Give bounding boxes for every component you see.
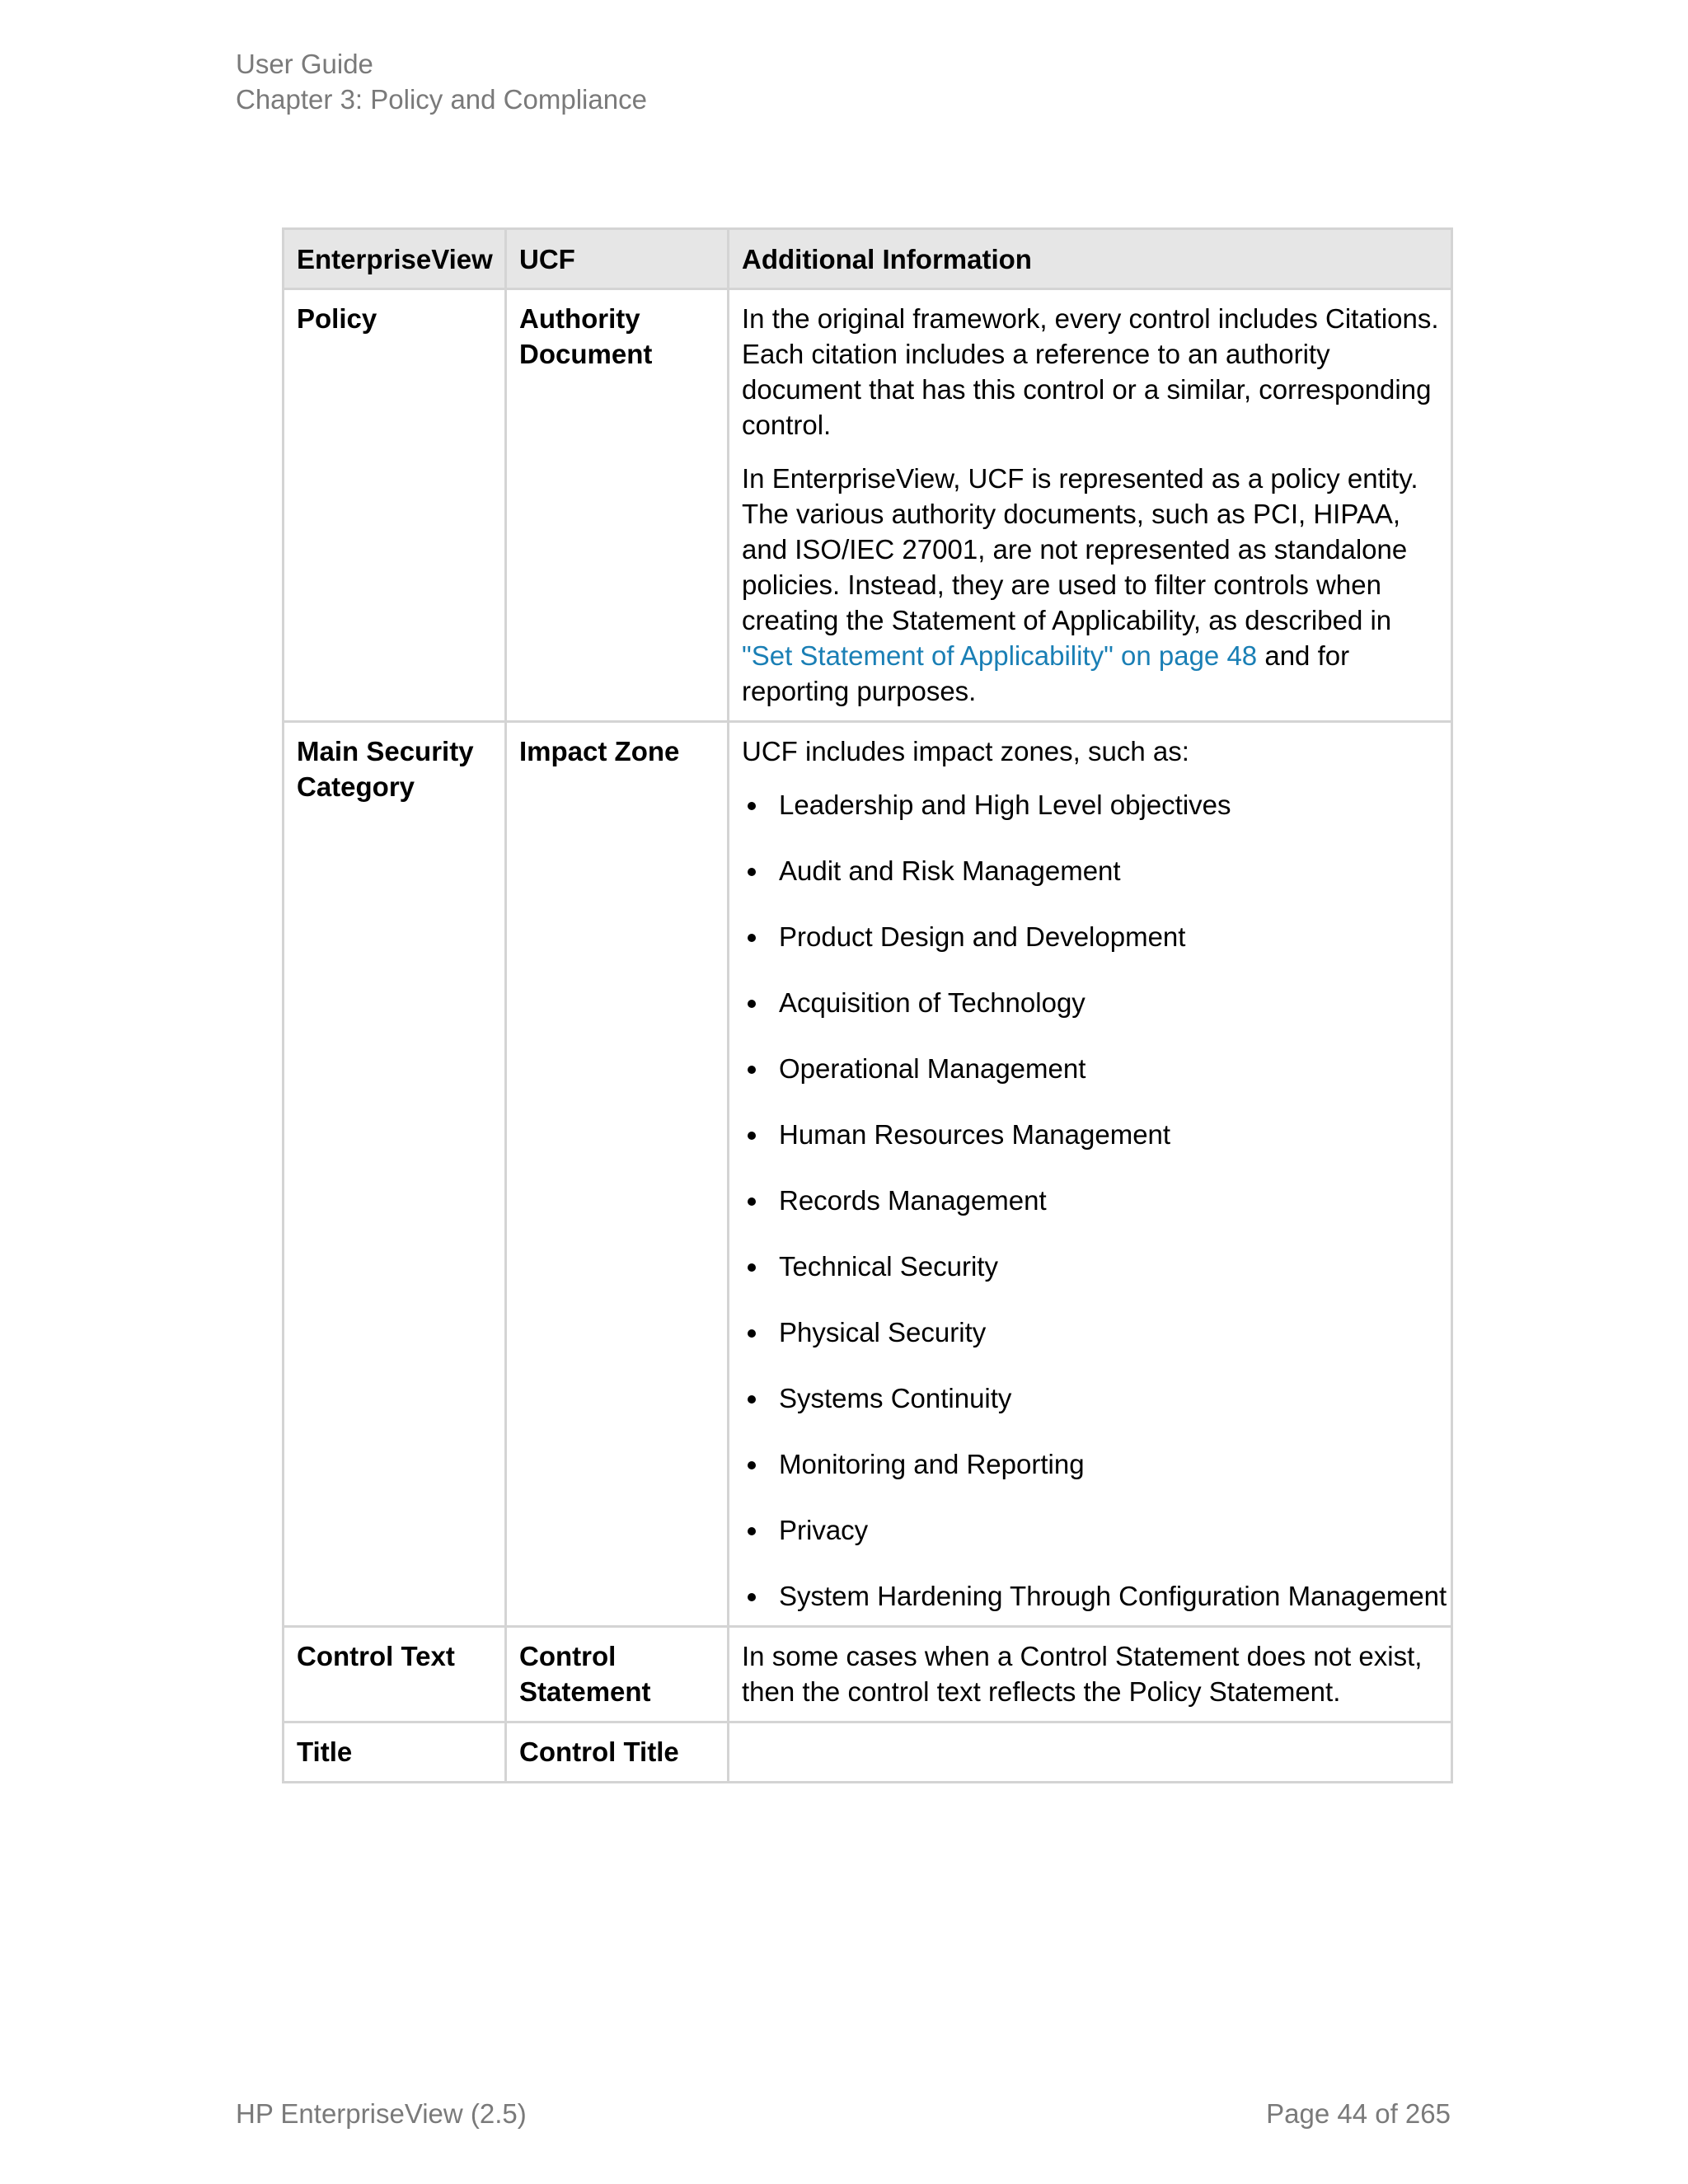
info-text: In EnterpriseView, UCF is represented as a policy entity. The various authority documents, such as PCI, HIPAA, and ISO/IEC 27001, are not represented as standalone policies. Instead, they are used to filter controls when creating the Statement of Applicability, as described in [742,463,1418,635]
list-item [742,853,1439,888]
list-item-label: Physical Security [779,1317,987,1347]
list-item [742,787,1439,823]
list-item [742,1051,1439,1086]
cell-ucf: Impact Zone [506,722,729,1627]
bullet-icon [748,868,756,876]
info-paragraph [742,461,1439,709]
cell-additional-information [729,1722,1452,1783]
set-statement-of-applicability-link[interactable]: "Set Statement of Applicability" on page 48 [742,640,1258,671]
list-item [742,1512,1439,1548]
table-row-main-security-category [284,722,1452,1627]
cell-ucf: Control Title [506,1722,729,1783]
list-item-label: Human Resources Management [779,1119,1171,1150]
product-version: HP EnterpriseView (2.5) [236,2098,527,2129]
bullet-icon [748,1461,756,1469]
list-item-label: Operational Management [779,1053,1086,1084]
impact-zone-list [742,787,1447,1614]
list-item [742,919,1439,954]
list-item [742,985,1439,1020]
cell-enterpriseview: Title [284,1722,506,1783]
list-item-label: Audit and Risk Management [779,855,1121,886]
table-row-title [284,1722,1452,1783]
list-item [742,1446,1439,1482]
cell-additional-information [729,722,1452,1627]
list-item [742,1249,1439,1284]
table-header-row [284,229,1452,289]
bullet-icon [748,1197,756,1206]
cell-enterpriseview: Policy [284,289,506,722]
table-row-control-text [284,1627,1452,1722]
list-item [742,1117,1439,1152]
mapping-table [282,227,1453,1783]
info-intro: UCF includes impact zones, such as: [742,736,1189,766]
cell-additional-information: In some cases when a Control Statement does not exist, then the control text reflects the Policy Statement. [729,1627,1452,1722]
list-item-label: Product Design and Development [779,921,1186,952]
bullet-icon [748,934,756,942]
running-header [236,46,647,117]
column-header-ucf: UCF [506,229,729,289]
bullet-icon [748,802,756,810]
page-number: Page 44 of 265 [1266,2098,1451,2129]
bullet-icon [748,1066,756,1074]
list-item-label: Technical Security [779,1251,998,1282]
list-item-label: Privacy [779,1515,869,1545]
column-header-additional-information: Additional Information [729,229,1452,289]
list-item [742,1380,1439,1416]
info-paragraph: In the original framework, every control includes Citations. Each citation includes a reference to an authority document that has this control or a similar, corresponding control. [742,303,1439,440]
cell-ucf: Authority Document [506,289,729,722]
cell-enterpriseview: Main Security Category [284,722,506,1627]
guide-title: User Guide [236,49,373,79]
bullet-icon [748,1000,756,1008]
table-row-policy [284,289,1452,722]
list-item-label: Systems Continuity [779,1383,1012,1413]
list-item-label: Acquisition of Technology [779,987,1085,1018]
list-item [742,1578,1447,1614]
bullet-icon [748,1132,756,1140]
list-item [742,1315,1439,1350]
bullet-icon [748,1263,756,1272]
cell-enterpriseview: Control Text [284,1627,506,1722]
bullet-icon [748,1593,756,1601]
list-item-label: System Hardening Through Configuration Management [779,1581,1447,1611]
list-item-label: Records Management [779,1185,1047,1216]
cell-ucf: Control Statement [506,1627,729,1722]
cell-additional-information [729,289,1452,722]
chapter-title: Chapter 3: Policy and Compliance [236,84,647,115]
bullet-icon [748,1395,756,1404]
column-header-enterpriseview: EnterpriseView [284,229,506,289]
bullet-icon [748,1329,756,1338]
list-item [742,1183,1439,1218]
bullet-icon [748,1527,756,1535]
info-text: and for reporting purposes. [742,640,1350,706]
list-item-label: Monitoring and Reporting [779,1449,1085,1479]
list-item-label: Leadership and High Level objectives [779,790,1231,820]
